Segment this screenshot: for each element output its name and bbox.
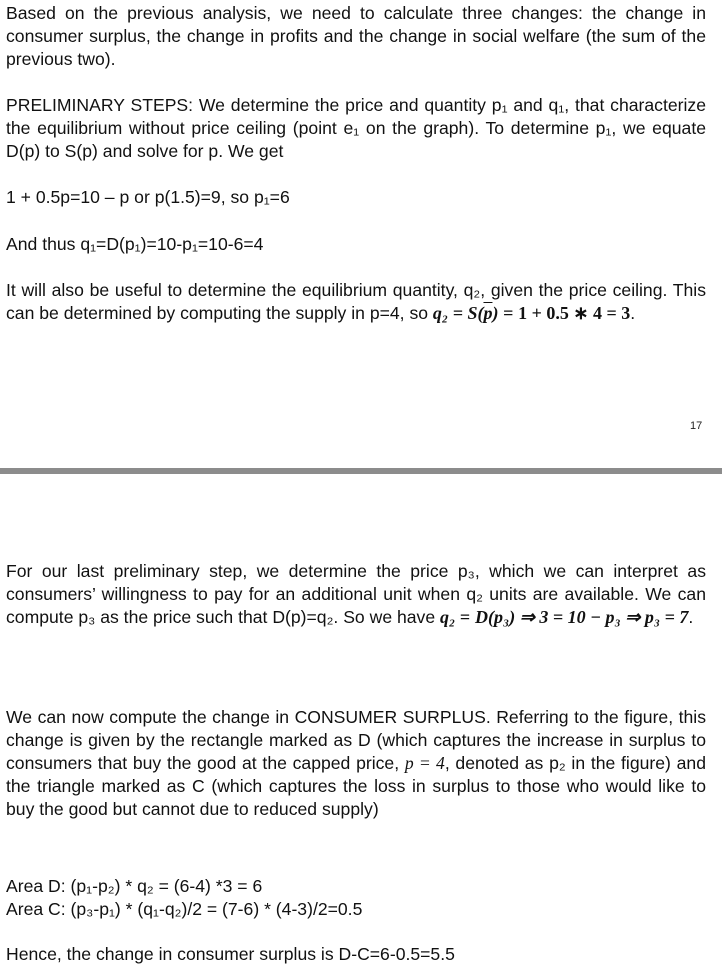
cs-text-1: We can now compute the change in CONSUMER SURPLUS. Referring to the figure, this change is given by the rectangle marked as D (which captures the increase in surplus to consumers that buy the good at the capped price, [6,707,706,773]
equation-q1: And thus q₁=D(p₁)=10-p₁=10-6=4 [6,234,264,254]
q2-formula-mid: ) = [492,303,514,323]
q2-period: . [630,303,636,323]
cs-text-2: , denoted as p₂ in the figure) and the triangle marked as C (which captures the loss in surplus to those who would like to buy the good but cannot due to reduced supply) [6,753,707,819]
p-bar-symbol: $\overline{p}$ [483,303,493,323]
page-17 [0,0,722,463]
p-bar-equals-4: p = 4 [404,753,445,773]
area-d-line: Area D: (p₁-p₂) * q₂ = (6-4) *3 = 6 [6,876,263,896]
page-number: 17 [690,420,703,432]
page-separator [0,468,722,474]
equation-p1: 1 + 0.5p=10 – p or p(1.5)=9, so p₁=6 [6,187,290,207]
p3-paragraph [6,560,706,629]
q2-formula-start: q₂ = S( [432,303,484,323]
p3-formula-b: D(p₃) ⇒ 3 = 10 − p₃ ⇒ p₃ = 7 [474,607,689,627]
p3-period: . [688,607,694,627]
q2-text: It will also be useful to determine the equilibrium quantity, q₂, given the price ceiling. This can be determined by computing the supply in p=4, so [6,280,706,323]
q2-paragraph [6,279,706,325]
preliminary-steps-paragraph: PRELIMINARY STEPS: We determine the price and quantity p₁ and q₁, that characterize the equilibrium without price ceiling (point e₁ on the graph). To determine p₁, we equate D(p) to S(p) and solve for p. We get [6,95,706,161]
conclusion-line: Hence, the change in consumer surplus is D-C=6-0.5=5.5 [6,944,455,964]
consumer-surplus-paragraph [6,706,706,821]
p3-formula-a: q₂ = [440,607,471,627]
p3-text: For our last preliminary step, we determine the price p₃, which we can interpret as consumers’ willingness to pay for an additional unit when q₂ units are available. We can compute p₃ as the price such that D(p)=q₂. So we have [6,561,706,627]
intro-paragraph: Based on the previous analysis, we need to calculate three changes: the change in consumer surplus, the change in profits and the change in social welfare (the sum of the previous two). [6,3,706,69]
area-c-line: Area C: (p₃-p₁) * (q₁-q₂)/2 = (7-6) * (4-3)/2=0.5 [6,899,363,919]
q2-formula-value: 1 + 0.5 ∗ 4 = 3 [518,303,631,323]
page-18 [0,478,722,975]
